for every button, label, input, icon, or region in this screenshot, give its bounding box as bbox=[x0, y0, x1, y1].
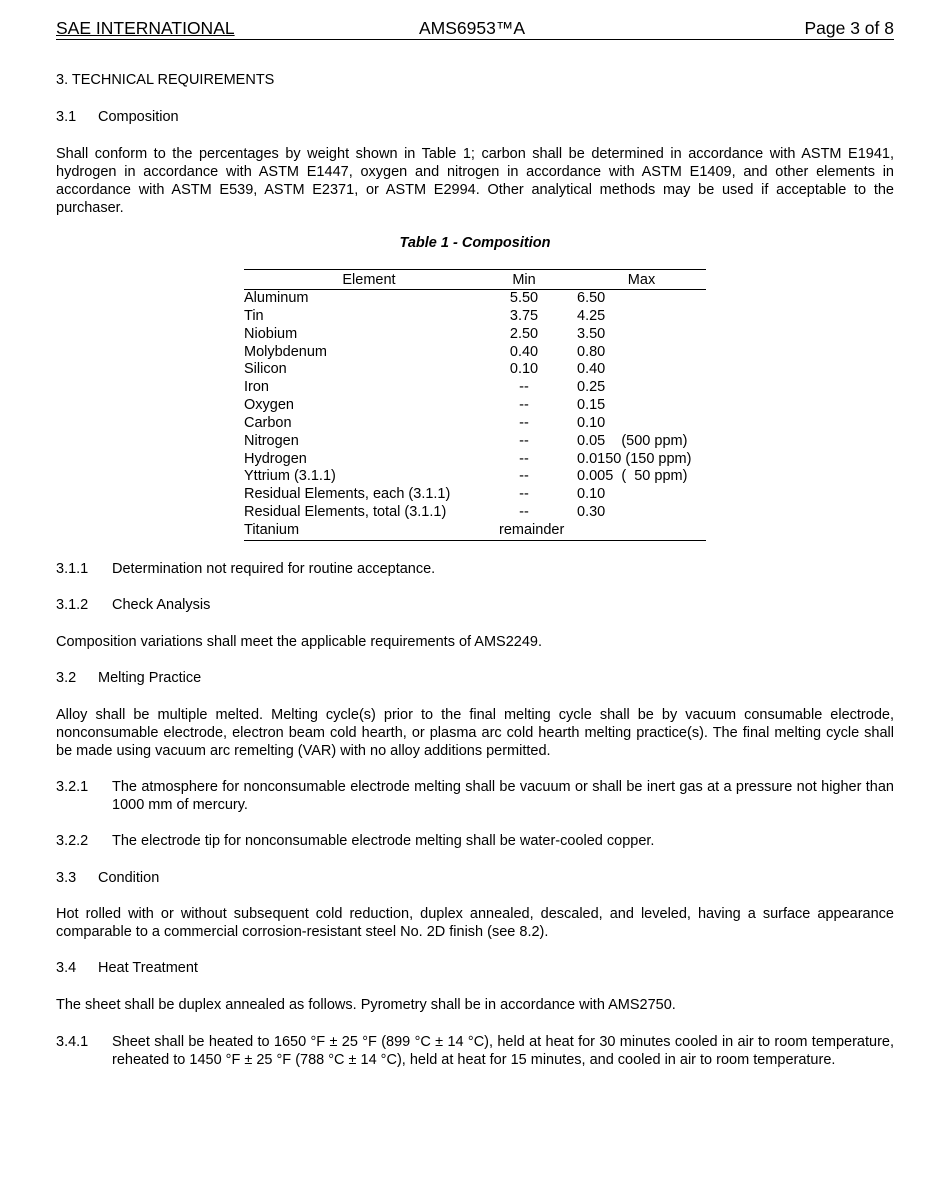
composition-paragraph: Shall conform to the percentages by weight shown in Table 1; carbon shall be determined in accordance with ASTM E1941, hydrogen in accordance with ASTM E1447, oxygen and nitrogen in accordance with ASTM E1409, and other elements in accordance with ASTM E539, ASTM E2371, or ASTM E2994. Other analytical methods may be used if acceptable to the purchaser. bbox=[56, 146, 894, 216]
section-number: 3.1.2 bbox=[56, 597, 89, 613]
heat-treatment-paragraph: The sheet shall be duplex annealed as follows. Pyrometry shall be in accordance with AMS2750. bbox=[56, 997, 676, 1013]
section-3-1-2-heading bbox=[56, 596, 210, 614]
table-row bbox=[244, 290, 706, 308]
section-3-1-heading bbox=[56, 108, 179, 126]
min-cell: 0.40 bbox=[509, 343, 539, 360]
section-text: Determination not required for routine acceptance. bbox=[112, 561, 436, 577]
element-cell: Oxygen bbox=[244, 397, 294, 414]
melting-practice-paragraph: Alloy shall be multiple melted. Melting cycle(s) prior to the final melting cycle shall be by vacuum consumable electrode, nonconsumable electrode, electron beam cold hearth, or plasma arc cold hearth melting practice(s). The final melting cycle shall be made using vacuum arc remelting (VAR) with no alloy additions permitted. bbox=[56, 707, 894, 759]
table-row bbox=[244, 344, 706, 362]
table-row bbox=[244, 415, 706, 433]
section-3-4-1-text: Sheet shall be heated to 1650 °F ± 25 °F (899 °C ± 14 °C), held at heat for 30 minutes cooled in air to room temperature, reheated to 1450 °F ± 25 °F (788 °C ± 14 °C), held at heat for 15 minutes, and cooled in air to room temperature. bbox=[112, 1034, 894, 1068]
max-cell: 0.80 bbox=[577, 343, 606, 360]
table-row bbox=[244, 326, 706, 344]
min-cell: remainder bbox=[499, 521, 565, 538]
element-cell: Iron bbox=[244, 379, 269, 396]
min-cell: -- bbox=[519, 432, 529, 449]
element-cell: Carbon bbox=[244, 414, 292, 431]
section-number: 3.3 bbox=[56, 870, 77, 886]
min-cell: -- bbox=[519, 397, 529, 414]
element-cell: Yttrium (3.1.1) bbox=[244, 468, 336, 485]
max-cell: 6.50 bbox=[577, 290, 606, 306]
section-3-3-heading bbox=[56, 869, 159, 887]
section-title: Melting Practice bbox=[98, 670, 202, 686]
table-row bbox=[244, 397, 706, 415]
element-cell: Aluminum bbox=[244, 290, 309, 306]
max-cell: 0.0150 (150 ppm) bbox=[577, 450, 692, 467]
min-cell: -- bbox=[519, 468, 529, 485]
section-3-2-2-number: 3.2.2 bbox=[56, 833, 89, 849]
section-title: Composition bbox=[98, 109, 179, 125]
section-3-2-1-text: The atmosphere for nonconsumable electrode melting shall be vacuum or shall be inert gas at a pressure not higher than 1000 mm of mercury. bbox=[112, 779, 894, 813]
table-body bbox=[244, 290, 706, 540]
element-cell: Molybdenum bbox=[244, 343, 328, 360]
section-number: 3.4 bbox=[56, 960, 77, 976]
composition-table bbox=[244, 269, 706, 541]
table-row bbox=[244, 468, 706, 486]
min-cell: -- bbox=[519, 486, 529, 503]
table-row bbox=[244, 308, 706, 326]
header-max: Max bbox=[627, 272, 656, 288]
section-3-2-1-number: 3.2.1 bbox=[56, 779, 89, 795]
element-cell: Silicon bbox=[244, 361, 287, 378]
min-cell: -- bbox=[519, 414, 529, 431]
max-cell: 0.30 bbox=[577, 504, 606, 521]
section-title: Heat Treatment bbox=[98, 960, 198, 976]
element-cell: Tin bbox=[244, 307, 264, 324]
section-title: Check Analysis bbox=[112, 597, 211, 613]
max-cell: 0.15 bbox=[577, 397, 606, 414]
min-cell: 5.50 bbox=[509, 290, 539, 306]
section-3-title: 3. TECHNICAL REQUIREMENTS bbox=[56, 72, 275, 88]
element-cell: Nitrogen bbox=[244, 432, 299, 449]
header-min: Min bbox=[512, 272, 536, 288]
max-cell: 0.005 ( 50 ppm) bbox=[577, 468, 688, 485]
min-cell: -- bbox=[519, 504, 529, 521]
section-number: 3.1 bbox=[56, 109, 77, 125]
max-cell: 0.10 bbox=[577, 414, 606, 431]
table-row bbox=[244, 361, 706, 379]
table-row bbox=[244, 433, 706, 451]
max-cell: 0.40 bbox=[577, 361, 606, 378]
section-3-2-heading bbox=[56, 669, 201, 687]
condition-paragraph: Hot rolled with or without subsequent cold reduction, duplex annealed, descaled, and leveled, having a surface appearance comparable to a commercial corrosion-resistant steel No. 2D finish (see 8.2). bbox=[56, 906, 894, 940]
section-3-2-2-text: The electrode tip for nonconsumable electrode melting shall be water-cooled copper. bbox=[112, 833, 655, 849]
max-cell: 4.25 bbox=[577, 307, 606, 324]
min-cell: 0.10 bbox=[509, 361, 539, 378]
table-row bbox=[244, 486, 706, 504]
table-header-row bbox=[244, 270, 706, 290]
header-element: Element bbox=[342, 272, 396, 288]
element-cell: Hydrogen bbox=[244, 450, 307, 467]
table-row bbox=[244, 522, 706, 540]
table-row bbox=[244, 504, 706, 522]
section-title: Condition bbox=[98, 870, 160, 886]
max-cell: 0.10 bbox=[577, 486, 606, 503]
table-caption: Table 1 - Composition bbox=[399, 235, 551, 251]
element-cell: Residual Elements, total (3.1.1) bbox=[244, 504, 447, 521]
section-3-4-1-number: 3.4.1 bbox=[56, 1034, 89, 1050]
section-3-1-1 bbox=[56, 560, 435, 578]
min-cell: 3.75 bbox=[509, 307, 539, 324]
min-cell: -- bbox=[519, 450, 529, 467]
element-cell: Residual Elements, each (3.1.1) bbox=[244, 486, 451, 503]
section-number: 3.1.1 bbox=[56, 561, 89, 577]
element-cell: Titanium bbox=[244, 521, 300, 538]
document-number: AMS6953™A bbox=[419, 18, 526, 38]
max-cell: 0.25 bbox=[577, 379, 606, 396]
check-analysis-paragraph: Composition variations shall meet the applicable requirements of AMS2249. bbox=[56, 634, 543, 650]
max-cell: 3.50 bbox=[577, 325, 606, 342]
section-number: 3.2 bbox=[56, 670, 77, 686]
org-name: SAE INTERNATIONAL bbox=[56, 18, 235, 38]
min-cell: -- bbox=[519, 379, 529, 396]
min-cell: 2.50 bbox=[509, 325, 539, 342]
max-cell: 0.05 (500 ppm) bbox=[577, 432, 688, 449]
table-row bbox=[244, 379, 706, 397]
table-row bbox=[244, 451, 706, 469]
page-header bbox=[56, 17, 894, 40]
page-number: Page 3 of 8 bbox=[804, 18, 894, 38]
element-cell: Niobium bbox=[244, 325, 298, 342]
section-3-4-heading bbox=[56, 959, 198, 977]
